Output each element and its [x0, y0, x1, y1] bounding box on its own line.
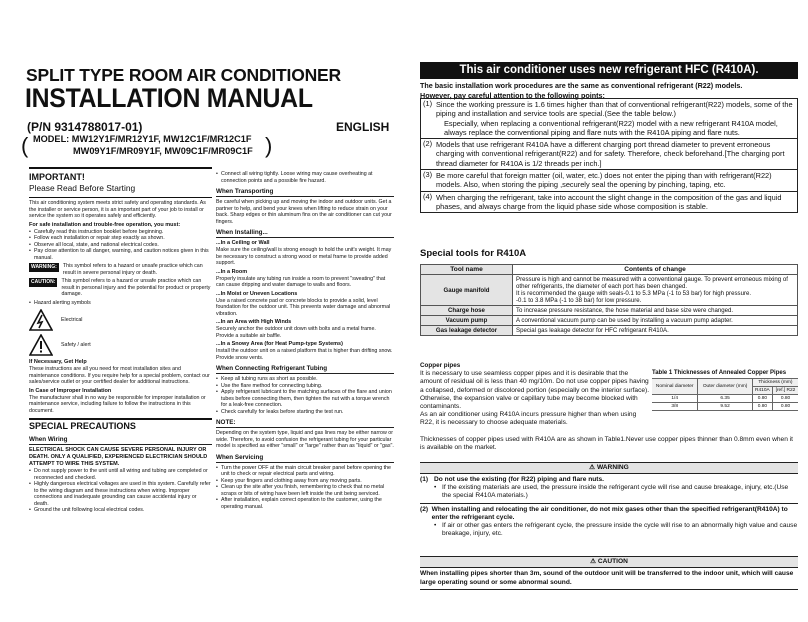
warning-item-number: (2): [420, 505, 429, 513]
warning-text: This symbol refers to a hazard or unsafe practice which can result in severe personal injury or death.: [62, 263, 203, 276]
warning-item-detail: • If the existing materials are used, the pressure inside the refrigerant cycle will rise and cause breakage, injury, etc.(Use the special R410A materials.): [420, 484, 798, 500]
tool-contents: A conventional vacuum pump can be used by installing a vacuum pump adapter.: [513, 316, 798, 326]
list-item: • Use the flare method for connecting tubing.: [216, 383, 394, 390]
copper-thickness-table: [652, 370, 798, 411]
table-row: [652, 395, 798, 403]
point-row: [421, 191, 797, 213]
right-page: [404, 0, 808, 622]
help-heading: If Necessary, Get Help: [29, 359, 87, 365]
safety-alert-row: [29, 334, 212, 356]
table-cell: 3/8: [652, 403, 698, 411]
warning-box: [420, 462, 798, 538]
caution-box: [420, 556, 798, 590]
room-text: Properly insulate any tubing run inside a room to prevent "sweating" that can cause dripping and water damage to walls and floors.: [216, 275, 386, 288]
point-text: Models that use refrigerant R410A have a different charging port thread diameter to prevent erroneous charging with conventional refrigerant(R22) and for safety. Therefore, check beforehand.[The charging port thread diameter for R410A is 1/2 threads per inch.]: [436, 140, 785, 168]
list-item: • After installation, explain correct operation to the customer, using the operating manual.: [216, 497, 394, 510]
table-row: [652, 403, 798, 411]
tool-contents: To increase pressure resistance, the hose material and base size were changed.: [513, 306, 798, 316]
tool-name: Vacuum pump: [421, 316, 513, 326]
list-item: • Keep all tubing runs as short as possible.: [216, 376, 394, 383]
table-cell: 6.35: [698, 395, 752, 403]
left-column-1: [29, 167, 212, 514]
improper-heading: In Case of Improper Installation: [29, 387, 112, 394]
warning-item: [420, 474, 798, 501]
servicing-heading: When Servicing: [216, 453, 394, 463]
warning-item: [420, 503, 798, 539]
warning-label: WARNING:: [31, 264, 57, 270]
installing-heading: When Installing...: [216, 228, 394, 238]
wiring-warning: ELECTRICAL SHOCK CAN CAUSE SEVERE PERSONAL INJURY OR DEATH. ONLY A QUALIFIED, EXPERIENCED ELECTRICIAN SHOULD ATTEMPT TO WIRE THIS SYSTEM.: [29, 447, 208, 467]
help-text: These instructions are all you need for most installation sites and maintenance conditions. If you require help for a special problem, contact our sales/service outlet or your certified dealer for additional instructions.: [29, 366, 210, 385]
point-extra: Especially, when replacing a conventional refrigerant(R22) model with a new refrigerant R410A model, always replace the conventional piping and flare nuts with the R410A piping and flare nuts.: [444, 118, 778, 137]
transport-heading: When Transporting: [216, 187, 394, 197]
electrical-hazard-row: [29, 309, 212, 331]
list-item: • Apply refrigerant lubricant to the matching surfaces of the flare and union tubes before connecting them, then tighten the nut with a torque wrench for a leak-free connection.: [216, 389, 394, 409]
ceiling-text: Make sure the ceiling/wall is strong enough to hold the unit's weight. It may be necessary to construct a strong wood or metal frame to provide added support.: [216, 247, 392, 266]
table-caption: Table 1 Thicknesses of Annealed Copper Pipes: [652, 370, 787, 376]
list-item: • Ground the unit following local electrical codes.: [29, 507, 212, 514]
point-row: [421, 138, 797, 169]
caution-text: When installing pipes shorter than 3m, sound of the outdoor unit will be transferred to the indoor unit, which will cause large operating sound or some abnormal sound.: [420, 570, 794, 586]
safety-alert-icon: [29, 334, 53, 356]
transport-text: Be careful when picking up and moving the indoor and outdoor units. Get a partner to help, and bend your knees when lifting to reduce strain on your back. Sharp edges or thin aluminum fins on the air conditioner can cut your fingers.: [216, 199, 392, 225]
wiring-list: [29, 468, 212, 514]
servicing-list: [216, 465, 394, 511]
moist-text: Use a raised concrete pad or concrete blocks to provide a solid, level foundation for the outdoor unit. This prevents water damage and abnormal vibration.: [216, 297, 391, 317]
column-header: Thickness (mm): [752, 379, 798, 387]
column-header: Tool name: [421, 265, 513, 275]
column-header: [ref.] R22: [773, 387, 799, 395]
list-item: • Observe all local, state, and national electrical codes.: [29, 242, 212, 249]
gauge-line: It is recommended the gauge with seals-0.1 to 5.3 MPa (-1 to 53 bar) for high pressure.: [516, 290, 752, 297]
ceiling-heading: ...In a Ceiling or Wall: [216, 240, 270, 246]
table-row: [421, 275, 798, 306]
refrigerant-banner: This air conditioner uses new refrigerant HFC (R410A).: [420, 62, 798, 79]
note-text: Depending on the system type, liquid and gas lines may be either narrow or wide. Therefore, to avoid confusion the refrigerant tubing for your particular model is specified as either "small" or "large" rather than as "liquid" or "gas".: [216, 430, 394, 449]
models-line-2: MW09Y1F/MR09Y1F, MW09C1F/MR09C1F: [73, 146, 253, 156]
tool-contents: [513, 275, 798, 306]
improper-text: The manufacturer shall in no way be responsible for improper installation or maintenance service, including failure to follow the instructions in this document.: [29, 394, 206, 414]
list-item: • Clean up the site after you finish, remembering to check that no metal scraps or bits of wiring have been left inside the unit being serviced.: [216, 484, 394, 497]
left-column-2: [216, 171, 394, 510]
safe-list: [29, 229, 212, 262]
tool-name: Gas leakage detector: [421, 326, 513, 336]
language-label: ENGLISH: [336, 120, 390, 134]
special-tools-title: Special tools for R410A: [420, 248, 527, 259]
hazard-heading: • Hazard alerting symbols: [29, 300, 212, 307]
table-header-row: [421, 265, 798, 275]
safe-heading: For safe installation and trouble-free operation, you must:: [29, 221, 181, 228]
list-item: • Check carefully for leaks before starting the test run.: [216, 409, 394, 416]
table-cell: 0.80: [773, 403, 799, 411]
point-number: (4): [423, 191, 433, 201]
tool-name: Gauge manifold: [421, 275, 513, 306]
column-header: Contents of change: [513, 265, 798, 275]
list-item: • Follow each installation or repair step exactly as shown.: [29, 235, 212, 242]
table-row: [421, 326, 798, 336]
table-row: [421, 316, 798, 326]
copper-text: It is necessary to use seamless copper pipes and it is desirable that the amount of residual oil is less than 40 mg/10m. Do not use copper pipes having a collapsed, deformed or discolored portion (especially on the interior surface). Otherwise, the expansion valve or capillary tube may become blocked with contaminants.: [420, 370, 650, 411]
special-precautions-title: SPECIAL PRECAUTIONS: [29, 418, 212, 432]
snow-heading: ...In a Snowy Area (for Heat Pump-type Systems): [216, 341, 343, 347]
point-text: Since the working pressure is 1.6 times higher than that of conventional refrigerant(R22) models, some of the piping and installation and service tools are special.(See the table below.): [436, 100, 793, 119]
column-header: Nominal diameter: [652, 379, 698, 395]
wiring-heading: When Wiring: [29, 435, 212, 445]
wind-heading: ...In an Area with High Winds: [216, 319, 292, 325]
moist-heading: ...In Moist or Uneven Locations: [216, 290, 298, 297]
column-header: Outer diameter (mm): [698, 379, 752, 395]
caution-header: [420, 557, 798, 568]
warning-item-heading: When installing and relocating the air conditioner, do not mix gases other than the specified refrigerant(R410A) to enter the refrigerant cycle.: [431, 505, 788, 521]
warning-item-heading: Do not use the existing (for R22) piping and flare nuts.: [434, 476, 604, 483]
warning-item-number: (1): [420, 476, 429, 483]
warning-symbol-row: [29, 263, 212, 276]
caution-title: CAUTION: [597, 558, 628, 565]
snow-text: Install the outdoor unit on a raised platform that is higher than drifting snow. Provide snow vents.: [216, 348, 393, 361]
point-text: When charging the refrigerant, take into account the slight change in the composition of the gas and liquid phases, and always charge from the liquid phase side whose composition is stable.: [436, 192, 782, 211]
model-list: [21, 133, 277, 158]
intro-line-1: The basic installation work procedures are the same as conventional refrigerant (R22) models.: [420, 81, 743, 90]
important-text: This air conditioning system meets strict safety and operating standards. As the installer or service person, it is an important part of your job to install or service the system so it operates safely and efficiently.: [29, 200, 206, 219]
table-cell: 9.52: [698, 403, 752, 411]
point-number: (1): [423, 99, 433, 108]
copper-heading: Copper pipes: [420, 362, 461, 369]
important-title: IMPORTANT!: [29, 172, 85, 182]
product-type-title: SPLIT TYPE ROOM AIR CONDITIONER: [26, 65, 341, 85]
list-item: • Highly dangerous electrical voltages are used in this system. Carefully refer to the wiring diagram and these instructions when wiring. Improper connections and inadequate grounding can cause accidental injury or death.: [29, 481, 212, 507]
wind-text: Securely anchor the outdoor unit down with bolts and a metal frame. Provide a suitable air baffle.: [216, 326, 376, 339]
tubing-heading: When Connecting Refrigerant Tubing: [216, 364, 394, 374]
copper-pipes-section: [420, 362, 650, 428]
bracket-open: (: [21, 133, 29, 158]
caution-icon: ⚠: [590, 558, 597, 565]
list-item: • Connect all wiring tightly. Loose wiring may cause overheating at connection points and a possible fire hazard.: [216, 171, 394, 184]
table-cell: 0.80: [752, 403, 772, 411]
gauge-line: -0.1 to 3.8 MPa (-1 to 38 bar) for low pressure.: [516, 297, 642, 304]
bracket-close: ): [265, 133, 273, 158]
point-number: (2): [423, 139, 433, 149]
point-number: (3): [423, 170, 433, 180]
safety-alert-label: Safety / alert: [61, 341, 91, 348]
copper-text-2: As an air conditioner using R410A incurs pressure higher than when using R22, it is necessary to choose adequate materials.: [420, 411, 637, 427]
table-cell: 0.80: [752, 395, 772, 403]
tool-name: Charge hose: [421, 306, 513, 316]
gauge-line: Pressure is high and cannot be measured with a conventional gauge. To prevent erroneous mixing of other refrigerants, the diameter of each port has been changed.: [516, 276, 788, 290]
note-heading: NOTE:: [216, 418, 394, 428]
part-number: (P/N 9314788017-01): [27, 120, 143, 134]
caution-label: CAUTION:: [31, 279, 56, 285]
table-cell: 1/4: [652, 395, 698, 403]
list-item: • Carefully read this instruction booklet before beginning.: [29, 229, 212, 236]
important-subtitle: Please Read Before Starting: [29, 183, 136, 193]
point-row: [421, 99, 797, 138]
special-tools-table: [420, 264, 798, 336]
point-row: [421, 169, 797, 191]
room-heading: ...In a Room: [216, 268, 248, 275]
point-text: Be more careful that foreign matter (oil, water, etc.) does not enter the piping than with refrigerant(R22) models. Also, when storing the piping ,securely seal the opening by pinching, taping, etc.: [436, 171, 772, 190]
points-box: [420, 98, 798, 213]
electrical-label: Electrical: [61, 316, 83, 323]
manual-title: INSTALLATION MANUAL: [25, 83, 313, 113]
warning-title: WARNING: [596, 464, 629, 471]
caution-symbol-row: [29, 278, 212, 298]
intro-line-2: However, pay careful attention to the following points:: [420, 90, 605, 100]
warning-header: [420, 463, 798, 474]
tubing-list: [216, 376, 394, 415]
list-item: • Keep your fingers and clothing away from any moving parts.: [216, 478, 394, 485]
warning-item-detail: • If air or other gas enters the refrigerant cycle, the pressure inside the cycle will rise to an abnormally high value and cause breakage, injury, etc.: [420, 522, 798, 538]
copper-text-3: Thicknesses of copper pipes used with R410A are as shown in Table1.Never use copper pipes thinner than 0.8mm even when it is available on the market.: [420, 436, 794, 452]
list-item: • Do not supply power to the unit until all wiring and tubing are completed or reconnected and checked.: [29, 468, 212, 481]
list-item: • Turn the power OFF at the main circuit breaker panel before opening the unit to check or repair electrical parts and wiring.: [216, 465, 394, 478]
important-box: [29, 167, 212, 198]
caution-text: This symbol refers to a hazard or unsafe practice which can result in personal injury and the potential for product or property damage.: [61, 278, 211, 297]
warning-icon: ⚠: [589, 464, 596, 471]
table-row: [421, 306, 798, 316]
list-item: • Pay close attention to all danger, warning, and caution notices given in this manual.: [29, 248, 212, 261]
tool-contents: Special gas leakage detector for HFC refrigerant R410A.: [513, 326, 798, 336]
table-cell: 0.80: [773, 395, 799, 403]
models-line-1: MODEL: MW12Y1F/MR12Y1F, MW12C1F/MR12C1F: [33, 134, 252, 144]
electrical-hazard-icon: [29, 309, 53, 331]
column-header: R410A: [752, 387, 772, 395]
